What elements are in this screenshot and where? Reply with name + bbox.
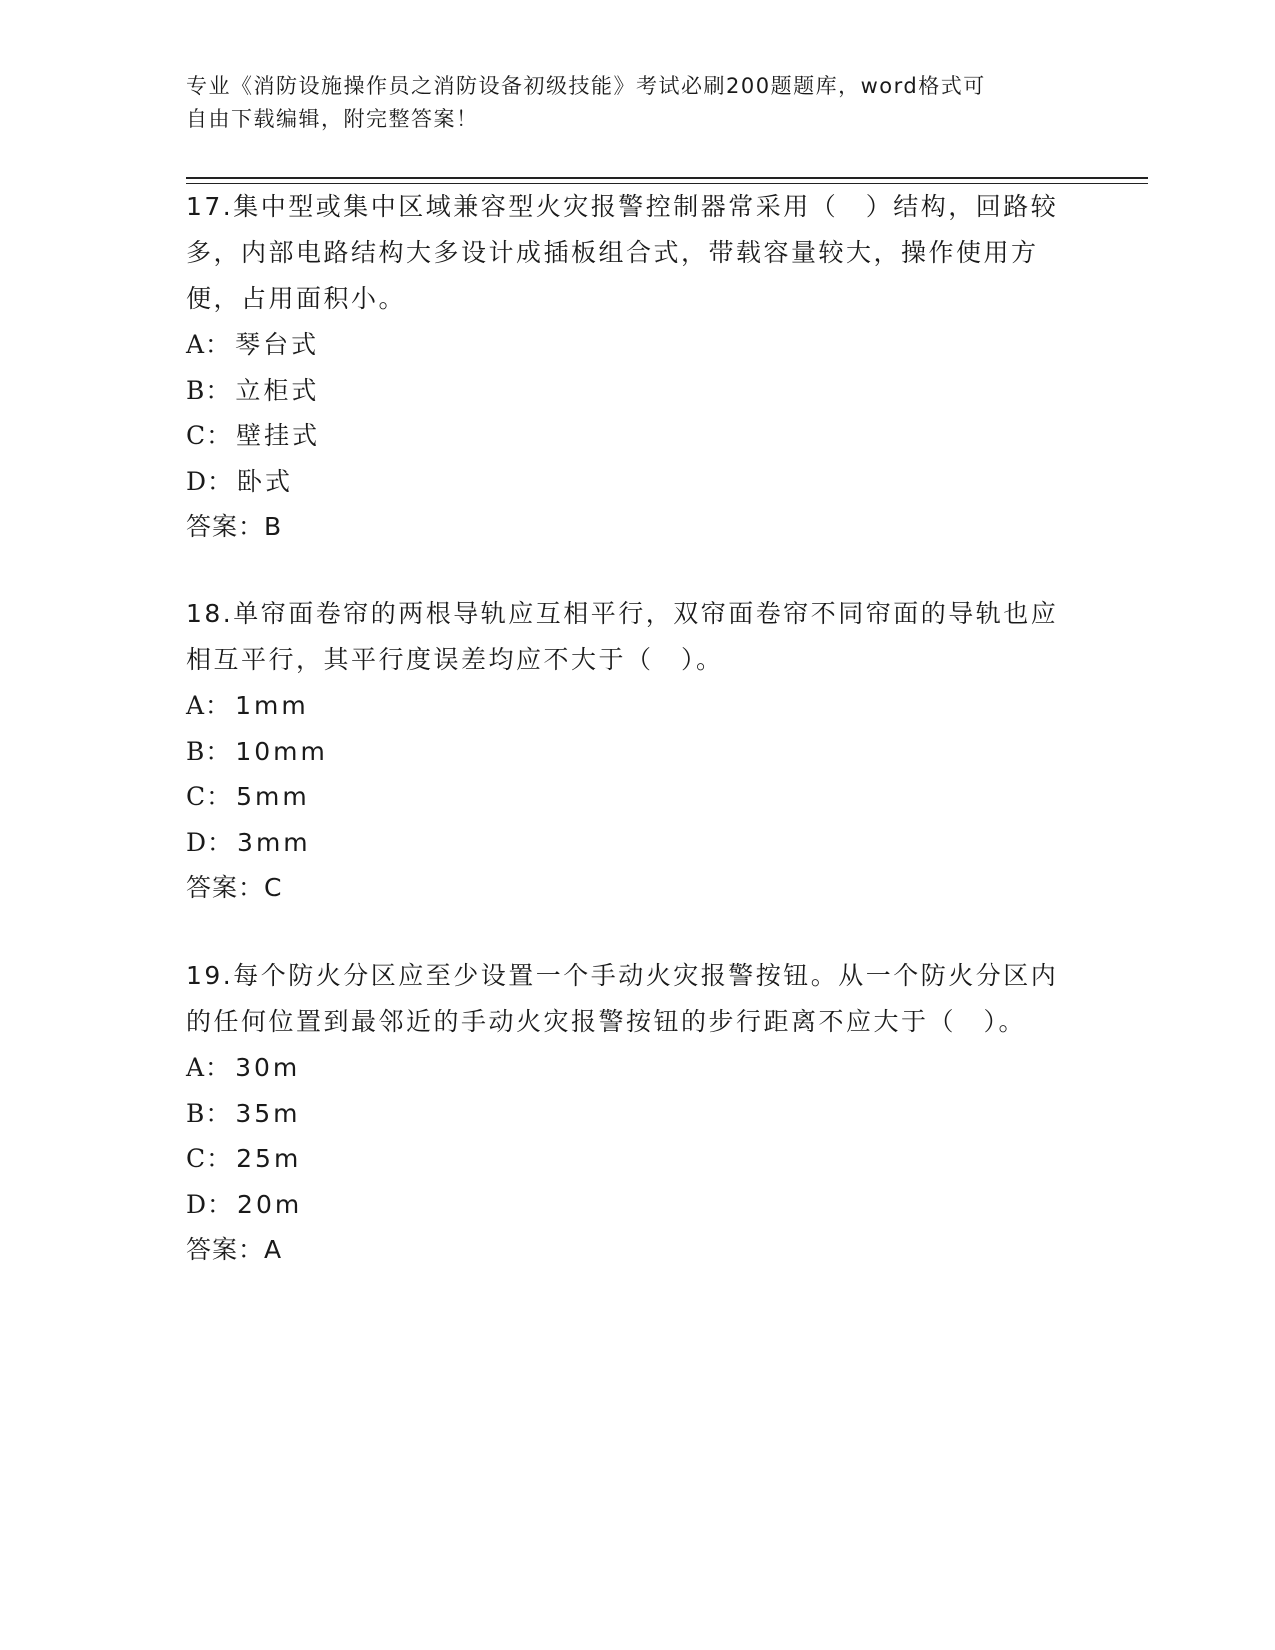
option-a: [186, 683, 1066, 729]
option-text: 10mm: [235, 736, 328, 766]
option-b: [186, 729, 1066, 775]
question-18: [186, 591, 1066, 911]
option-key: A：: [186, 330, 232, 359]
option-key: D：: [186, 466, 234, 496]
option-c: [186, 774, 1066, 820]
option-text: 25m: [236, 1144, 302, 1173]
option-text: 35m: [235, 1098, 301, 1128]
option-c: [186, 413, 1066, 459]
option-text: 5mm: [236, 782, 310, 811]
question-stem: 18.单帘面卷帘的两根导轨应互相平行，双帘面卷帘不同帘面的导轨也应相互平行，其平行度误差均应不大于（ ）。: [186, 599, 1059, 674]
question-stem: 19.每个防火分区应至少设置一个手动火灾报警按钮。从一个防火分区内的任何位置到最邻近的手动火灾报警按钮的步行距离不应大于（ ）。: [186, 961, 1059, 1036]
option-key: B：: [186, 375, 232, 405]
option-a: [186, 322, 1066, 368]
answer-line: 答案：C: [186, 873, 283, 902]
document-header: [186, 70, 1066, 136]
header-line-2: 自由下载编辑，附完整答案！: [186, 107, 479, 131]
option-b: [186, 1091, 1066, 1137]
option-key: B：: [186, 1098, 232, 1128]
option-d: [186, 1182, 1066, 1228]
option-text: 20m: [237, 1189, 303, 1219]
option-a: [186, 1045, 1066, 1091]
option-text: 卧式: [237, 466, 294, 496]
option-key: C：: [186, 1144, 233, 1173]
option-text: 琴台式: [235, 330, 320, 359]
answer-line: 答案：B: [186, 512, 283, 541]
option-d: [186, 459, 1066, 505]
option-text: 30m: [235, 1053, 301, 1082]
option-text: 1mm: [235, 691, 309, 720]
answer-line: 答案：A: [186, 1235, 283, 1264]
option-key: C：: [186, 782, 233, 811]
option-c: [186, 1136, 1066, 1182]
option-text: 壁挂式: [236, 421, 321, 450]
option-key: B：: [186, 736, 232, 766]
header-rule-thick: [186, 177, 1148, 179]
option-key: A：: [186, 691, 232, 720]
option-text: 3mm: [237, 827, 311, 857]
option-key: D：: [186, 827, 234, 857]
header-line-1: 专业《消防设施操作员之消防设备初级技能》考试必刷200题题库，word格式可: [186, 74, 986, 98]
option-b: [186, 368, 1066, 414]
option-key: C：: [186, 421, 233, 450]
question-19: [186, 953, 1066, 1273]
question-stem: 17.集中型或集中区域兼容型火灾报警控制器常采用（ ）结构，回路较多，内部电路结构大多设计成插板组合式，带载容量较大，操作使用方便，占用面积小。: [186, 192, 1059, 313]
option-key: A：: [186, 1053, 232, 1082]
option-key: D：: [186, 1189, 234, 1219]
question-17: [186, 184, 1066, 550]
option-text: 立柜式: [235, 375, 320, 405]
option-d: [186, 820, 1066, 866]
